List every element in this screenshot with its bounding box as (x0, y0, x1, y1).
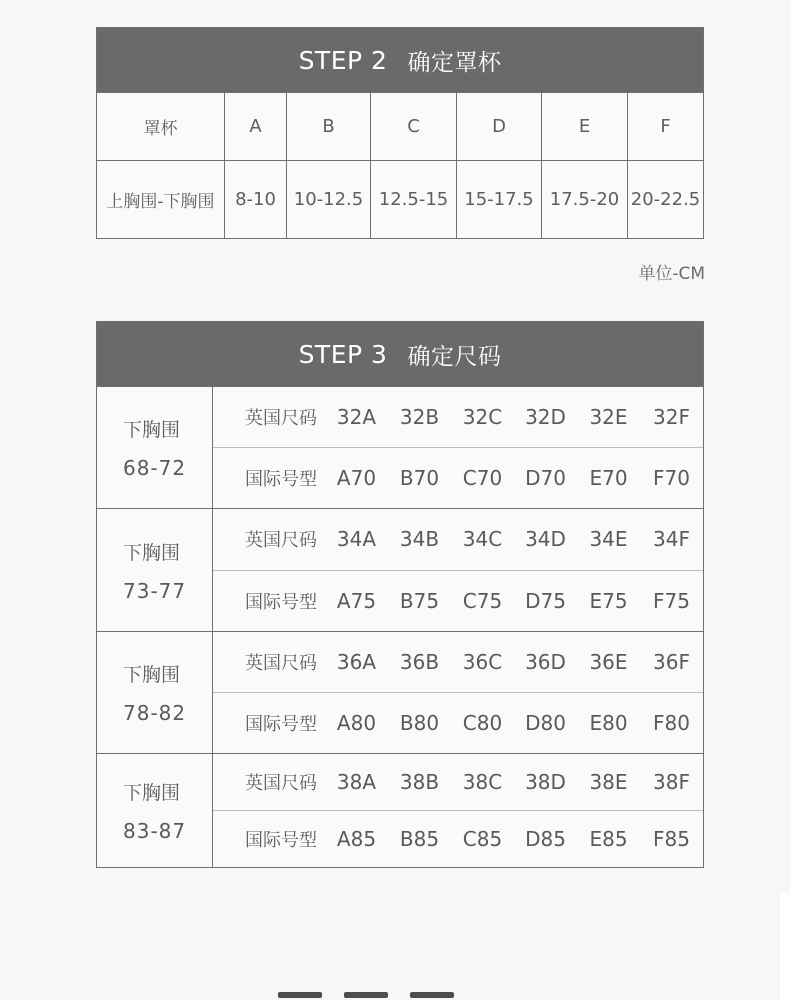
intl-size-row (213, 810, 703, 867)
uk-size-row (213, 387, 703, 447)
uk-size-label: 英国尺码 (245, 653, 317, 674)
intl-size-row (213, 692, 703, 753)
intl-size: E70 (589, 466, 628, 490)
uk-size: 36A (336, 650, 377, 674)
uk-size: 34B (399, 527, 440, 552)
uk-size: 38F (653, 770, 690, 794)
uk-size: 34E (589, 527, 628, 552)
uk-size: 36F (653, 650, 690, 674)
intl-size: E80 (589, 711, 628, 735)
intl-size-label: 国际号型 (245, 714, 317, 735)
underbust-cell (97, 387, 213, 508)
intl-size-row (213, 570, 703, 632)
uk-size: 36B (399, 650, 440, 674)
size-group (97, 631, 703, 753)
cropped-glyph (278, 992, 322, 998)
uk-size: 38A (336, 770, 377, 794)
cup-header-d: D (457, 92, 542, 160)
underbust-label: 下胸围 (123, 541, 181, 564)
cup-diff-label: 上胸围-下胸围 (97, 160, 225, 238)
cup-diff-f: 20-22.5 (628, 160, 703, 238)
uk-size: 38B (399, 770, 440, 794)
uk-size-row (213, 509, 703, 570)
uk-size: 34D (525, 527, 566, 552)
underbust-range: 83-87 (123, 819, 187, 843)
cup-header-label: 罩杯 (97, 92, 225, 160)
intl-size: E85 (589, 827, 628, 851)
intl-size: C85 (462, 827, 503, 851)
edge-strip (780, 893, 790, 1000)
underbust-cell (97, 754, 213, 867)
intl-size: C80 (462, 711, 503, 735)
step2-header (97, 28, 703, 92)
size-group (97, 753, 703, 867)
uk-size-row (213, 754, 703, 810)
intl-size: F70 (653, 466, 690, 490)
underbust-label: 下胸围 (123, 419, 181, 441)
intl-size-label: 国际号型 (245, 830, 317, 851)
cropped-glyph (344, 992, 388, 998)
underbust-label: 下胸围 (123, 782, 181, 804)
uk-size: 36E (589, 650, 628, 674)
unit-note: 单位-CM (638, 264, 705, 284)
uk-size: 32E (589, 405, 628, 429)
step3-title: 确定尺码 (407, 343, 502, 370)
uk-size: 38C (462, 770, 503, 794)
step2-number: STEP 2 (298, 45, 388, 75)
step2-title: 确定罩杯 (407, 49, 502, 76)
step3-header (97, 322, 703, 386)
size-rows (213, 754, 703, 867)
intl-size: A70 (336, 466, 377, 490)
intl-size: D75 (525, 588, 566, 613)
intl-size-label: 国际号型 (245, 469, 317, 490)
intl-size: F85 (653, 827, 690, 851)
intl-size: D80 (525, 711, 566, 735)
cup-diff-e: 17.5-20 (542, 160, 628, 238)
underbust-label: 下胸围 (123, 664, 181, 686)
cup-diff-c: 12.5-15 (371, 160, 457, 238)
intl-size: B70 (399, 466, 440, 490)
uk-size: 34C (462, 527, 503, 552)
uk-size: 36C (462, 650, 503, 674)
cup-header-e: E (542, 92, 628, 160)
uk-size-label: 英国尺码 (245, 773, 317, 794)
intl-size: E75 (589, 588, 628, 613)
intl-size: A80 (336, 711, 377, 735)
uk-size: 32D (525, 405, 566, 429)
intl-size-label: 国际号型 (245, 591, 317, 613)
size-rows (213, 509, 703, 631)
step3-number: STEP 3 (298, 339, 388, 369)
intl-size: C70 (462, 466, 503, 490)
uk-size: 32C (462, 405, 503, 429)
uk-size-label: 英国尺码 (245, 530, 317, 552)
intl-size: F75 (653, 588, 690, 613)
intl-size: D85 (525, 827, 566, 851)
intl-size: A75 (336, 588, 377, 613)
intl-size: A85 (336, 827, 377, 851)
intl-size: B80 (399, 711, 440, 735)
cup-header-a: A (225, 92, 287, 160)
size-rows (213, 632, 703, 753)
intl-size: B85 (399, 827, 440, 851)
uk-size: 32A (336, 405, 377, 429)
cup-diff-d: 15-17.5 (457, 160, 542, 238)
cup-size-table (96, 27, 704, 239)
uk-size: 38D (525, 770, 566, 794)
intl-size: B75 (399, 588, 440, 613)
cup-diff-b: 10-12.5 (287, 160, 371, 238)
cup-grid (97, 92, 703, 238)
cup-diff-a: 8-10 (225, 160, 287, 238)
size-group (97, 386, 703, 508)
cropped-glyph (410, 992, 454, 998)
underbust-range: 78-82 (123, 701, 187, 725)
size-rows (213, 387, 703, 508)
uk-size: 38E (589, 770, 628, 794)
intl-size-row (213, 447, 703, 508)
uk-size: 32B (399, 405, 440, 429)
cup-header-c: C (371, 92, 457, 160)
uk-size: 34A (336, 527, 377, 552)
uk-size: 32F (653, 405, 690, 429)
underbust-range: 68-72 (123, 456, 187, 480)
underbust-cell (97, 632, 213, 753)
intl-size: D70 (525, 466, 566, 490)
underbust-range: 73-77 (123, 578, 187, 603)
uk-size: 34F (653, 527, 690, 552)
size-table (96, 321, 704, 868)
cup-header-f: F (628, 92, 703, 160)
uk-size: 36D (525, 650, 566, 674)
cropped-heading-fragment (278, 982, 518, 1000)
size-group (97, 508, 703, 631)
intl-size: F80 (653, 711, 690, 735)
underbust-cell (97, 509, 213, 631)
uk-size-row (213, 632, 703, 692)
uk-size-label: 英国尺码 (245, 408, 317, 429)
intl-size: C75 (462, 588, 503, 613)
cup-header-b: B (287, 92, 371, 160)
